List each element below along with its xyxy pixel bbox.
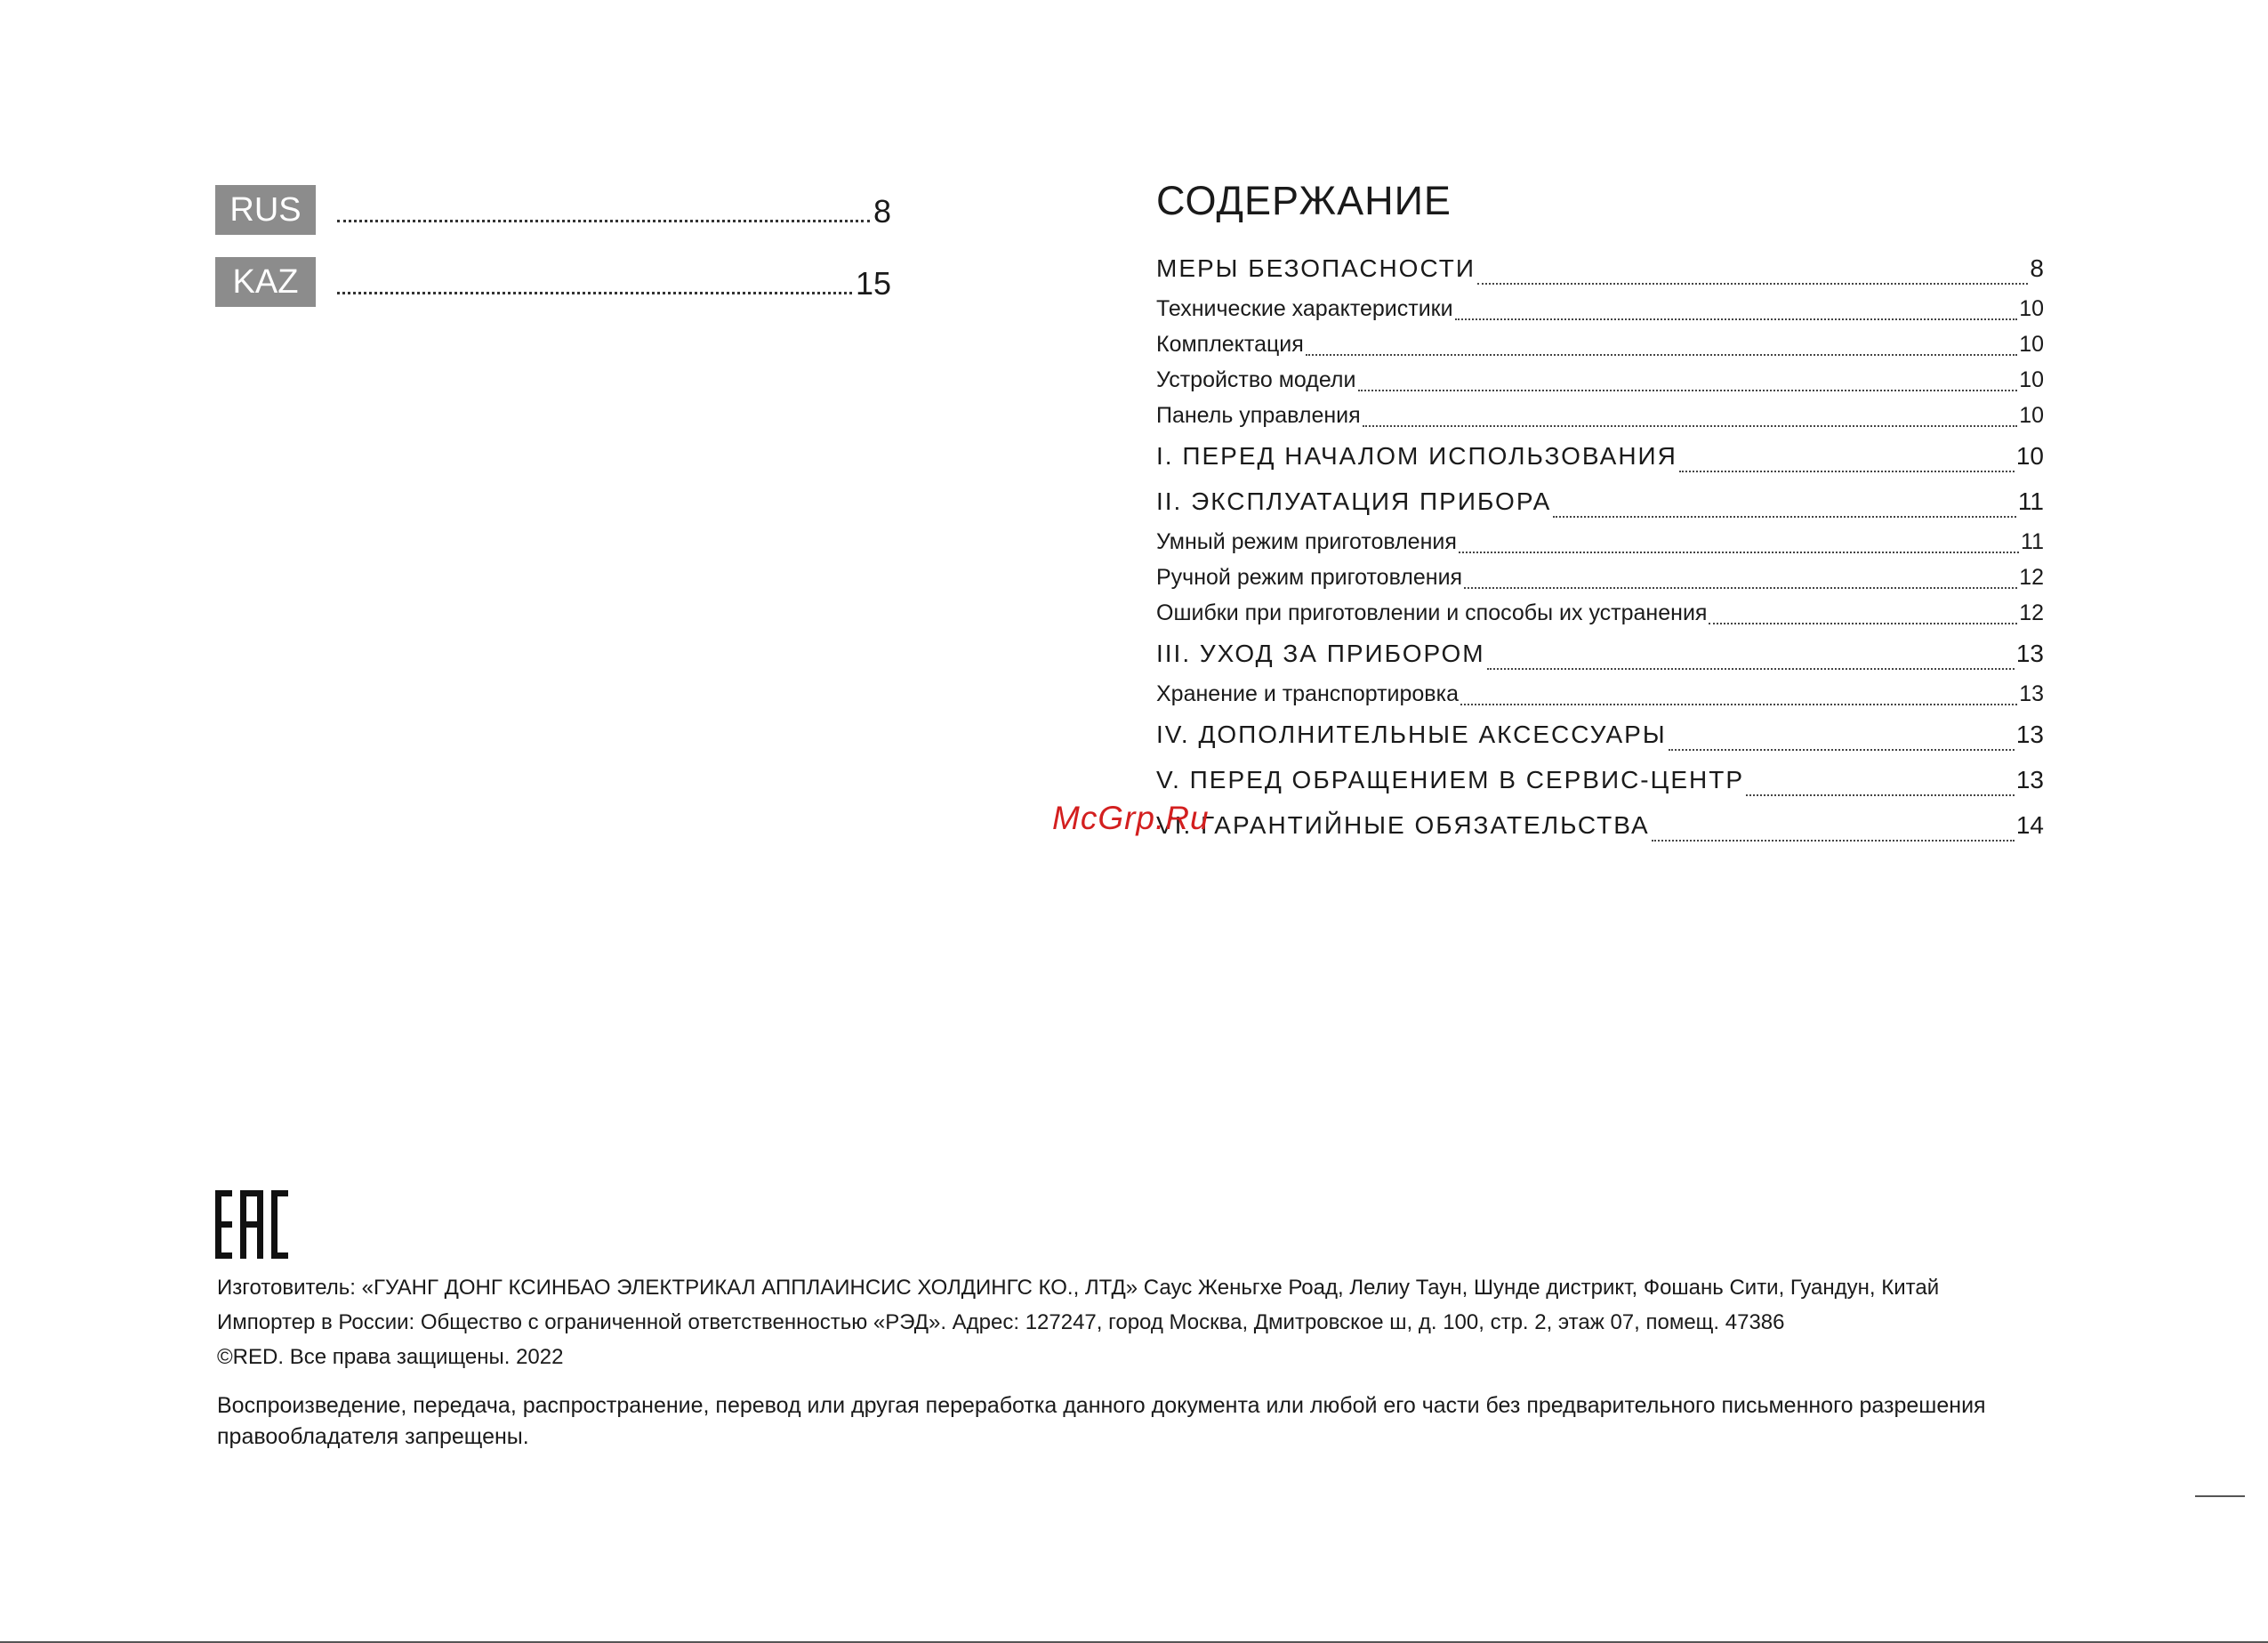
language-page-number: 15 (855, 265, 891, 302)
entry-title: Устройство модели (1156, 367, 1356, 392)
legal-notice: Воспроизведение, передача, распространение, перевод или другая переработка данного документа или любой его части без предварительного письменного разрешения правообладателя запрещены. (217, 1393, 1986, 1449)
dot-leader (1455, 318, 2018, 320)
entry-page-number: 13 (2015, 766, 2044, 793)
contents-subsection-entry[interactable] (1156, 676, 2044, 712)
copyright: ©RED. Все права защищены. 2022 (217, 1345, 564, 1369)
entry-page-number: 10 (2019, 403, 2044, 428)
footer (217, 1270, 2076, 1453)
contents-subsection-entry[interactable] (1156, 524, 2044, 560)
dot-leader (337, 220, 870, 222)
dot-leader (1746, 794, 2015, 796)
contents-subsection-entry[interactable] (1156, 326, 2044, 362)
contents-section-entry[interactable] (1156, 479, 2044, 524)
language-row-kaz[interactable] (215, 257, 891, 307)
entry-title: Ручной режим приготовления (1156, 565, 1463, 590)
table-of-contents (1156, 176, 2044, 848)
entry-title: I. ПЕРЕД НАЧАЛОМ ИСПОЛЬЗОВАНИЯ (1156, 442, 1677, 470)
entry-title: Технические характеристики (1156, 296, 1453, 321)
eac-certification-mark (215, 1190, 288, 1259)
language-index (215, 185, 891, 329)
contents-subsection-entry[interactable] (1156, 398, 2044, 433)
dot-leader (1553, 516, 2016, 518)
dot-leader (1669, 749, 2015, 751)
language-badge: KAZ (215, 257, 316, 307)
dot-leader (1679, 471, 2015, 472)
entry-page-number: 10 (2015, 442, 2044, 470)
dot-leader (1459, 552, 2019, 553)
dot-leader (1477, 283, 2028, 285)
contents-subsection-entry[interactable] (1156, 291, 2044, 326)
dot-leader (1460, 704, 2017, 705)
contents-section-entry[interactable] (1156, 433, 2044, 479)
entry-page-number: 12 (2019, 600, 2044, 625)
importer-info: Импортер в России: Общество с ограниченной ответственностью «РЭД». Адрес: 127247, город Москва, Дмитровское ш, д. 100, стр. 2, этаж 07, помещ. 47386 (217, 1310, 1785, 1334)
corner-rule (2195, 1495, 2245, 1497)
entry-title: Комплектация (1156, 332, 1304, 357)
contents-section-entry[interactable] (1156, 757, 2044, 802)
entry-page-number: 13 (2015, 640, 2044, 667)
entry-page-number: 10 (2019, 367, 2044, 392)
entry-page-number: 11 (2021, 529, 2044, 554)
dot-leader (1464, 587, 2017, 589)
entry-page-number: 10 (2019, 296, 2044, 321)
contents-title: СОДЕРЖАНИЕ (1156, 178, 1452, 223)
entry-title: Умный режим приготовления (1156, 529, 1457, 554)
dot-leader (1652, 840, 2015, 842)
entry-title: VI. ГАРАНТИЙНЫЕ ОБЯЗАТЕЛЬСТВА (1156, 811, 1650, 839)
dot-leader (1306, 354, 2017, 356)
contents-section-entry[interactable] (1156, 246, 2044, 291)
entry-page-number: 13 (2019, 681, 2044, 706)
dot-leader (1709, 623, 2017, 624)
entry-page-number: 12 (2019, 565, 2044, 590)
entry-title: II. ЭКСПЛУАТАЦИЯ ПРИБОРА (1156, 487, 1552, 515)
entry-title: IV. ДОПОЛНИТЕЛЬНЫЕ АКСЕССУАРЫ (1156, 721, 1667, 748)
contents-subsection-entry[interactable] (1156, 362, 2044, 398)
dot-leader (1487, 668, 2015, 670)
entry-title: Панель управления (1156, 403, 1361, 428)
entry-title: III. УХОД ЗА ПРИБОРОМ (1156, 640, 1485, 667)
language-page-number: 8 (873, 193, 891, 230)
entry-title: Хранение и транспортировка (1156, 681, 1459, 706)
entry-page-number: 11 (2017, 487, 2044, 515)
contents-section-entry[interactable] (1156, 712, 2044, 757)
language-badge: RUS (215, 185, 316, 235)
manufacturer-info: Изготовитель: «ГУАНГ ДОНГ КСИНБАО ЭЛЕКТРИКАЛ АППЛАИНСИС ХОЛДИНГС КО., ЛТД» Саус Женьгхе Роад, Лелиу Таун, Шунде дистрикт, Фошань Сити, Гуандун, Китай (217, 1276, 1940, 1300)
dot-leader (337, 292, 852, 294)
contents-section-entry[interactable] (1156, 631, 2044, 676)
entry-title: Ошибки при приготовлении и способы их устранения (1156, 600, 1708, 625)
contents-subsection-entry[interactable] (1156, 560, 2044, 595)
watermark: McGrp.Ru (1052, 800, 1210, 836)
contents-subsection-entry[interactable] (1156, 595, 2044, 631)
entry-title: МЕРЫ БЕЗОПАСНОСТИ (1156, 254, 1476, 282)
contents-section-entry[interactable] (1156, 802, 2044, 848)
entry-page-number: 8 (2030, 254, 2044, 282)
entry-page-number: 13 (2015, 721, 2044, 748)
language-row-rus[interactable] (215, 185, 891, 235)
entry-title: V. ПЕРЕД ОБРАЩЕНИЕМ В СЕРВИС-ЦЕНТР (1156, 766, 1745, 793)
entry-page-number: 14 (2015, 811, 2044, 839)
contents-list (1156, 246, 2044, 848)
dot-leader (1363, 425, 2018, 427)
dot-leader (1358, 390, 2018, 391)
entry-page-number: 10 (2019, 332, 2044, 357)
